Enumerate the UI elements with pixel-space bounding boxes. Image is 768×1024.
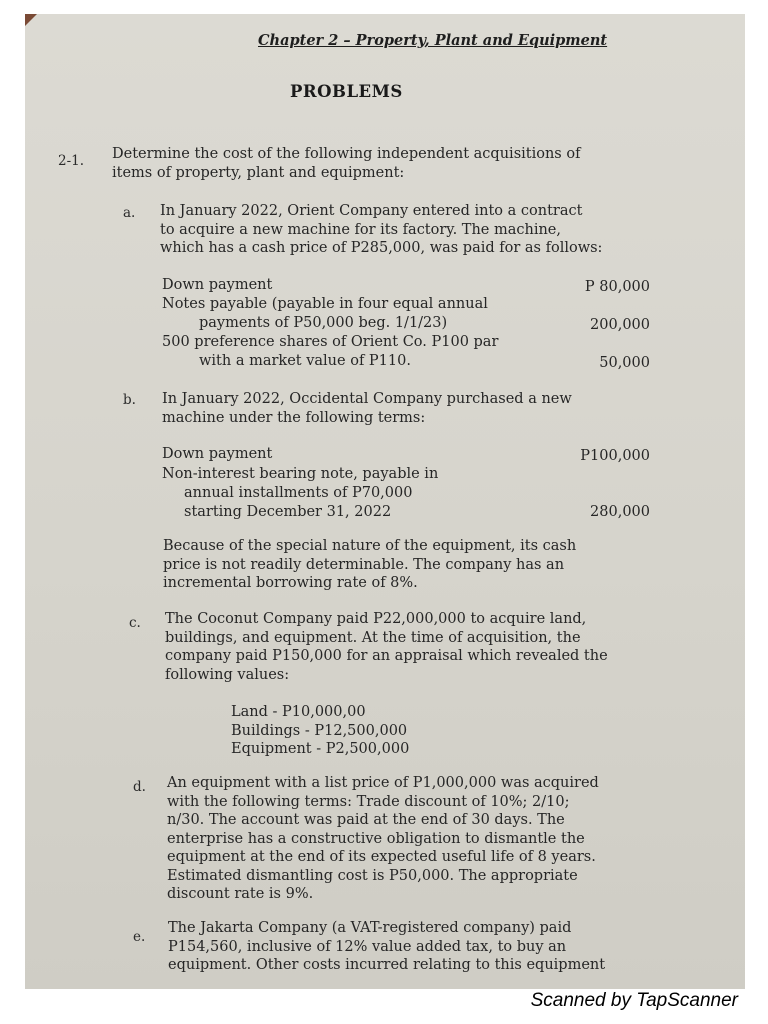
chapter-heading: Chapter 2 – Property, Plant and Equipment <box>258 32 608 49</box>
item-d-line: An equipment with a list price of P1,000,000 was acquired <box>167 775 599 791</box>
item-a-row-3-amount: 50,000 <box>599 355 650 371</box>
item-d-text <box>167 774 599 904</box>
item-b-line: In January 2022, Occidental Company purchased a new <box>162 391 572 407</box>
item-c-text <box>165 610 608 684</box>
item-c-values <box>231 703 409 759</box>
item-letter-d: d. <box>133 779 146 795</box>
item-c-line: buildings, and equipment. At the time of acquisition, the <box>165 629 581 646</box>
item-d-line: discount rate is 9%. <box>167 886 314 902</box>
item-b-after-line: incremental borrowing rate of 8%. <box>163 575 418 591</box>
item-e-line: The Jakarta Company (a VAT-registered company) paid <box>168 920 572 936</box>
item-c-line: following values: <box>165 666 290 683</box>
item-b-row-2-label-cont: starting December 31, 2022 <box>184 504 392 520</box>
item-d-line: Estimated dismantling cost is P50,000. The appropriate <box>167 867 578 884</box>
item-a-row-2-label: Notes payable (payable in four equal annual <box>162 296 488 312</box>
problem-number: 2-1. <box>58 153 85 169</box>
item-letter-b: b. <box>123 392 136 408</box>
scanner-watermark: Scanned by TapScanner <box>530 990 738 1011</box>
item-a-line: to acquire a new machine for its factory. The machine, <box>160 221 562 238</box>
item-b-row-1-amount: P100,000 <box>580 448 650 464</box>
item-e-line: equipment. Other costs incurred relating to this equipment <box>168 957 606 973</box>
item-a-row-3-label: 500 preference shares of Orient Co. P100 par <box>162 334 499 350</box>
item-e-line: P154,560, inclusive of 12% value added tax, to buy an <box>168 938 567 955</box>
item-d-line: equipment at the end of its expected useful life of 8 years. <box>167 849 596 865</box>
item-letter-a: a. <box>123 205 136 221</box>
item-letter-c: c. <box>129 615 141 631</box>
item-c-line: company paid P150,000 for an appraisal which revealed the <box>165 648 608 664</box>
item-e-text <box>168 919 605 975</box>
item-a-line: which has a cash price of P285,000, was paid for as follows: <box>160 240 603 256</box>
value-equipment: Equipment - P2,500,000 <box>231 741 410 757</box>
item-c-line: The Coconut Company paid P22,000,000 to acquire land, <box>165 611 587 627</box>
intro-line: items of property, plant and equipment: <box>112 164 405 181</box>
item-a-row-3-label-cont: with a market value of P110. <box>199 353 411 369</box>
item-b-after-line: Because of the special nature of the equipment, its cash <box>163 538 577 554</box>
item-b-line: machine under the following terms: <box>162 409 426 426</box>
item-b-row-2-amount: 280,000 <box>590 504 650 520</box>
item-letter-e: e. <box>133 929 146 945</box>
value-buildings: Buildings - P12,500,000 <box>231 722 408 739</box>
scanned-page <box>25 14 745 989</box>
section-title: PROBLEMS <box>290 82 403 101</box>
item-b-text <box>162 390 572 427</box>
item-b-after-line: price is not readily determinable. The company has an <box>163 556 565 573</box>
item-a-row-2-amount: 200,000 <box>590 317 650 333</box>
item-b-row-2-label-cont: annual installments of P70,000 <box>184 485 413 501</box>
intro-line: Determine the cost of the following independent acquisitions of <box>112 146 581 162</box>
item-d-line: enterprise has a constructive obligation to dismantle the <box>167 830 585 847</box>
item-b-after-text <box>163 537 576 593</box>
page-corner-edge <box>25 14 37 26</box>
item-b-row-2-label: Non-interest bearing note, payable in <box>162 466 439 482</box>
item-b-row-1-label: Down payment <box>162 446 273 462</box>
item-a-row-1-label: Down payment <box>162 277 273 293</box>
item-d-line: with the following terms: Trade discount of 10%; 2/10; <box>167 793 570 810</box>
item-a-row-2-label-cont: payments of P50,000 beg. 1/1/23) <box>199 315 448 331</box>
item-d-line: n/30. The account was paid at the end of 30 days. The <box>167 812 565 828</box>
value-land: Land - P10,000,00 <box>231 704 366 720</box>
problem-intro <box>112 145 580 182</box>
item-a-row-1-amount: P 80,000 <box>584 279 650 295</box>
item-a-text <box>160 202 602 258</box>
item-a-line: In January 2022, Orient Company entered into a contract <box>160 203 583 219</box>
